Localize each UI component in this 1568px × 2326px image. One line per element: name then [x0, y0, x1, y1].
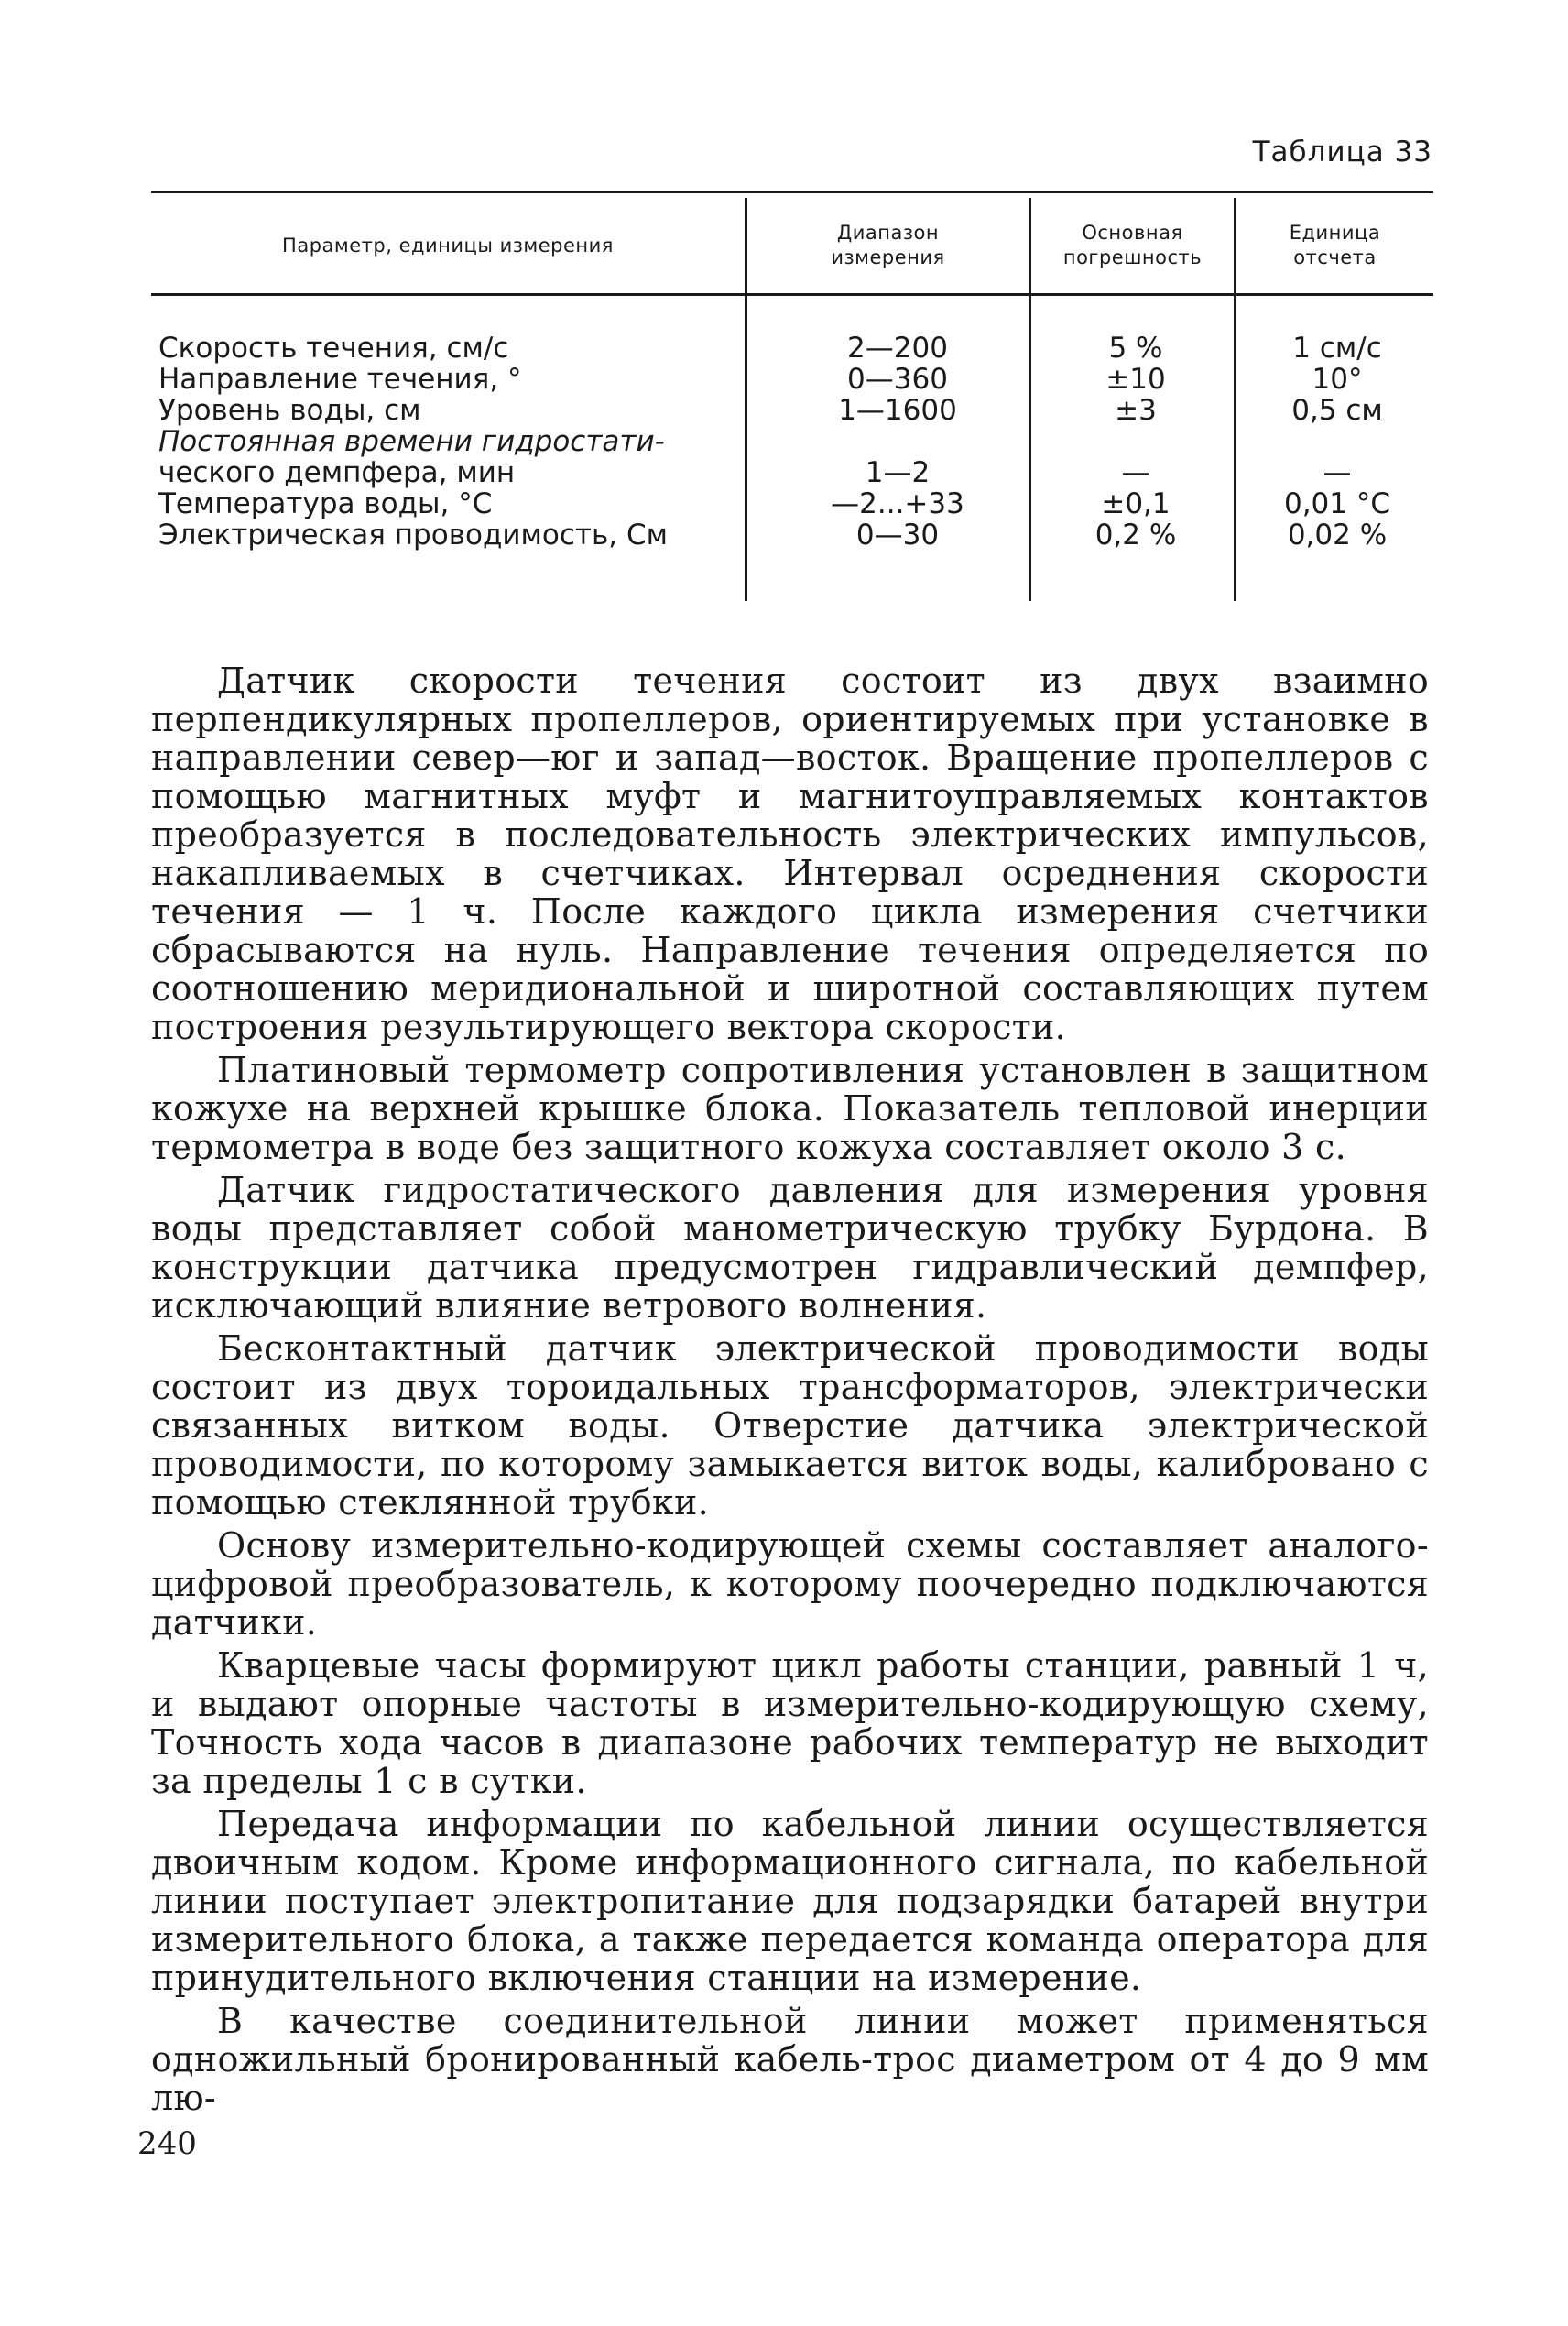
header-error: Основная погрешность [1062, 222, 1203, 268]
body-text [151, 661, 1429, 2122]
range-cell: 0—360 [847, 363, 948, 396]
range-cell: 1—2 [865, 456, 931, 489]
unit-cell [1241, 426, 1433, 457]
page-number: 240 [137, 2125, 197, 2162]
paragraph: Передача информации по кабельной линии осуществляется двоичным кодом. Кроме информационного сигнала, по кабельной линии поступает электропитание для подзарядки батарей внутри измерительного блока, а также передается команда оператора для принудительного включения станции на измерение. [151, 1804, 1429, 1998]
error-cell: ±3 [1115, 394, 1157, 427]
unit-cell: 10° [1312, 363, 1363, 396]
paragraph: Датчик гидростатического давления для измерения уровня воды представляет собой манометрическую трубку Бурдона. В конструкции датчика предусмотрен гидравлический демпфер, исключающий влияние ветрового волнения. [151, 1170, 1429, 1326]
range-cell: 0—30 [855, 519, 940, 551]
unit-cell: 1 см/с [1292, 332, 1382, 365]
unit-cell: — [1323, 456, 1352, 489]
error-cell: 5 % [1108, 332, 1163, 365]
paragraph: Основу измерительно-кодирующей схемы составляет аналого-цифровой преобразователь, к которому поочередно подключаются датчики. [151, 1525, 1429, 1643]
range-cell [760, 426, 1035, 457]
param-cell: ческого демпфера, мин [158, 456, 516, 489]
header-unit: Единица отсчета [1289, 222, 1381, 268]
paragraph: Датчик скорости течения состоит из двух взаимно перпендикулярных пропеллеров, ориентируемых при установке в направлении север—юг и запад—восток. Вращение пропеллеров с помощью магнитных муфт и магнитоуправляемых контактов преобразуется в последовательность электрических импульсов, накапливаемых в счетчиках. Интервал осреднения скорости течения — 1 ч. После каждого цикла измерения счетчики сбрасываются на нуль. Направление течения определяется по соотношению меридиональной и широтной составляющих путем построения результирующего вектора скорости. [151, 661, 1429, 1047]
error-cell: — [1121, 456, 1150, 489]
param-cell: Температура воды, °С [158, 487, 493, 520]
range-cell: —2...+33 [831, 487, 964, 520]
range-column [760, 333, 1035, 551]
header-param: Параметр, единицы измерения [282, 234, 614, 257]
table-top-rule [151, 191, 1433, 193]
unit-cell: 0,01 °С [1283, 487, 1391, 520]
unit-cell: 0,5 см [1291, 394, 1383, 427]
range-cell: 2—200 [847, 332, 948, 365]
error-cell: 0,2 % [1094, 519, 1177, 551]
param-cell: Уровень воды, см [158, 394, 421, 427]
table-header-rule [151, 293, 1433, 296]
error-cell: ±0,1 [1101, 487, 1171, 520]
paragraph: В качестве соединительной линии может применяться одножильный бронированный кабель-трос диаметром от 4 до 9 мм лю- [151, 2001, 1429, 2118]
param-cell: Электрическая проводимость, См [158, 519, 668, 551]
table-caption: Таблица 33 [1252, 136, 1432, 169]
header-range: Диапазон измерения [831, 222, 945, 268]
param-cell: Постоянная времени гидростати- [158, 425, 665, 458]
paragraph: Кварцевые часы формируют цикл работы станции, равный 1 ч, и выдают опорные частоты в измерительно-кодирующую схему, Точность хода часов в диапазоне рабочих температур не выходит за пределы 1 с в сутки. [151, 1645, 1429, 1801]
range-cell: 1—1600 [838, 394, 957, 427]
error-cell [1030, 426, 1241, 457]
paragraph: Платиновый термометр сопротивления установлен в защитном кожухе на верхней крышке блока. Показатель тепловой инерции термометра в воде без защитного кожуха составляет около 3 с. [151, 1050, 1429, 1167]
error-column [1030, 333, 1241, 551]
paragraph: Бесконтактный датчик электрической проводимости воды состоит из двух тороидальных трансформаторов, электрически связанных витком воды. Отверстие датчика электрической проводимости, по которому замыкается виток воды, калибровано с помощью стеклянной трубки. [151, 1328, 1429, 1523]
unit-column [1241, 333, 1433, 551]
param-column [158, 333, 745, 551]
param-cell: Направление течения, ° [158, 363, 522, 396]
parameters-table [151, 191, 1433, 603]
error-cell: ±10 [1105, 363, 1166, 396]
unit-cell: 0,02 % [1287, 519, 1388, 551]
param-cell: Скорость течения, см/с [158, 332, 509, 365]
